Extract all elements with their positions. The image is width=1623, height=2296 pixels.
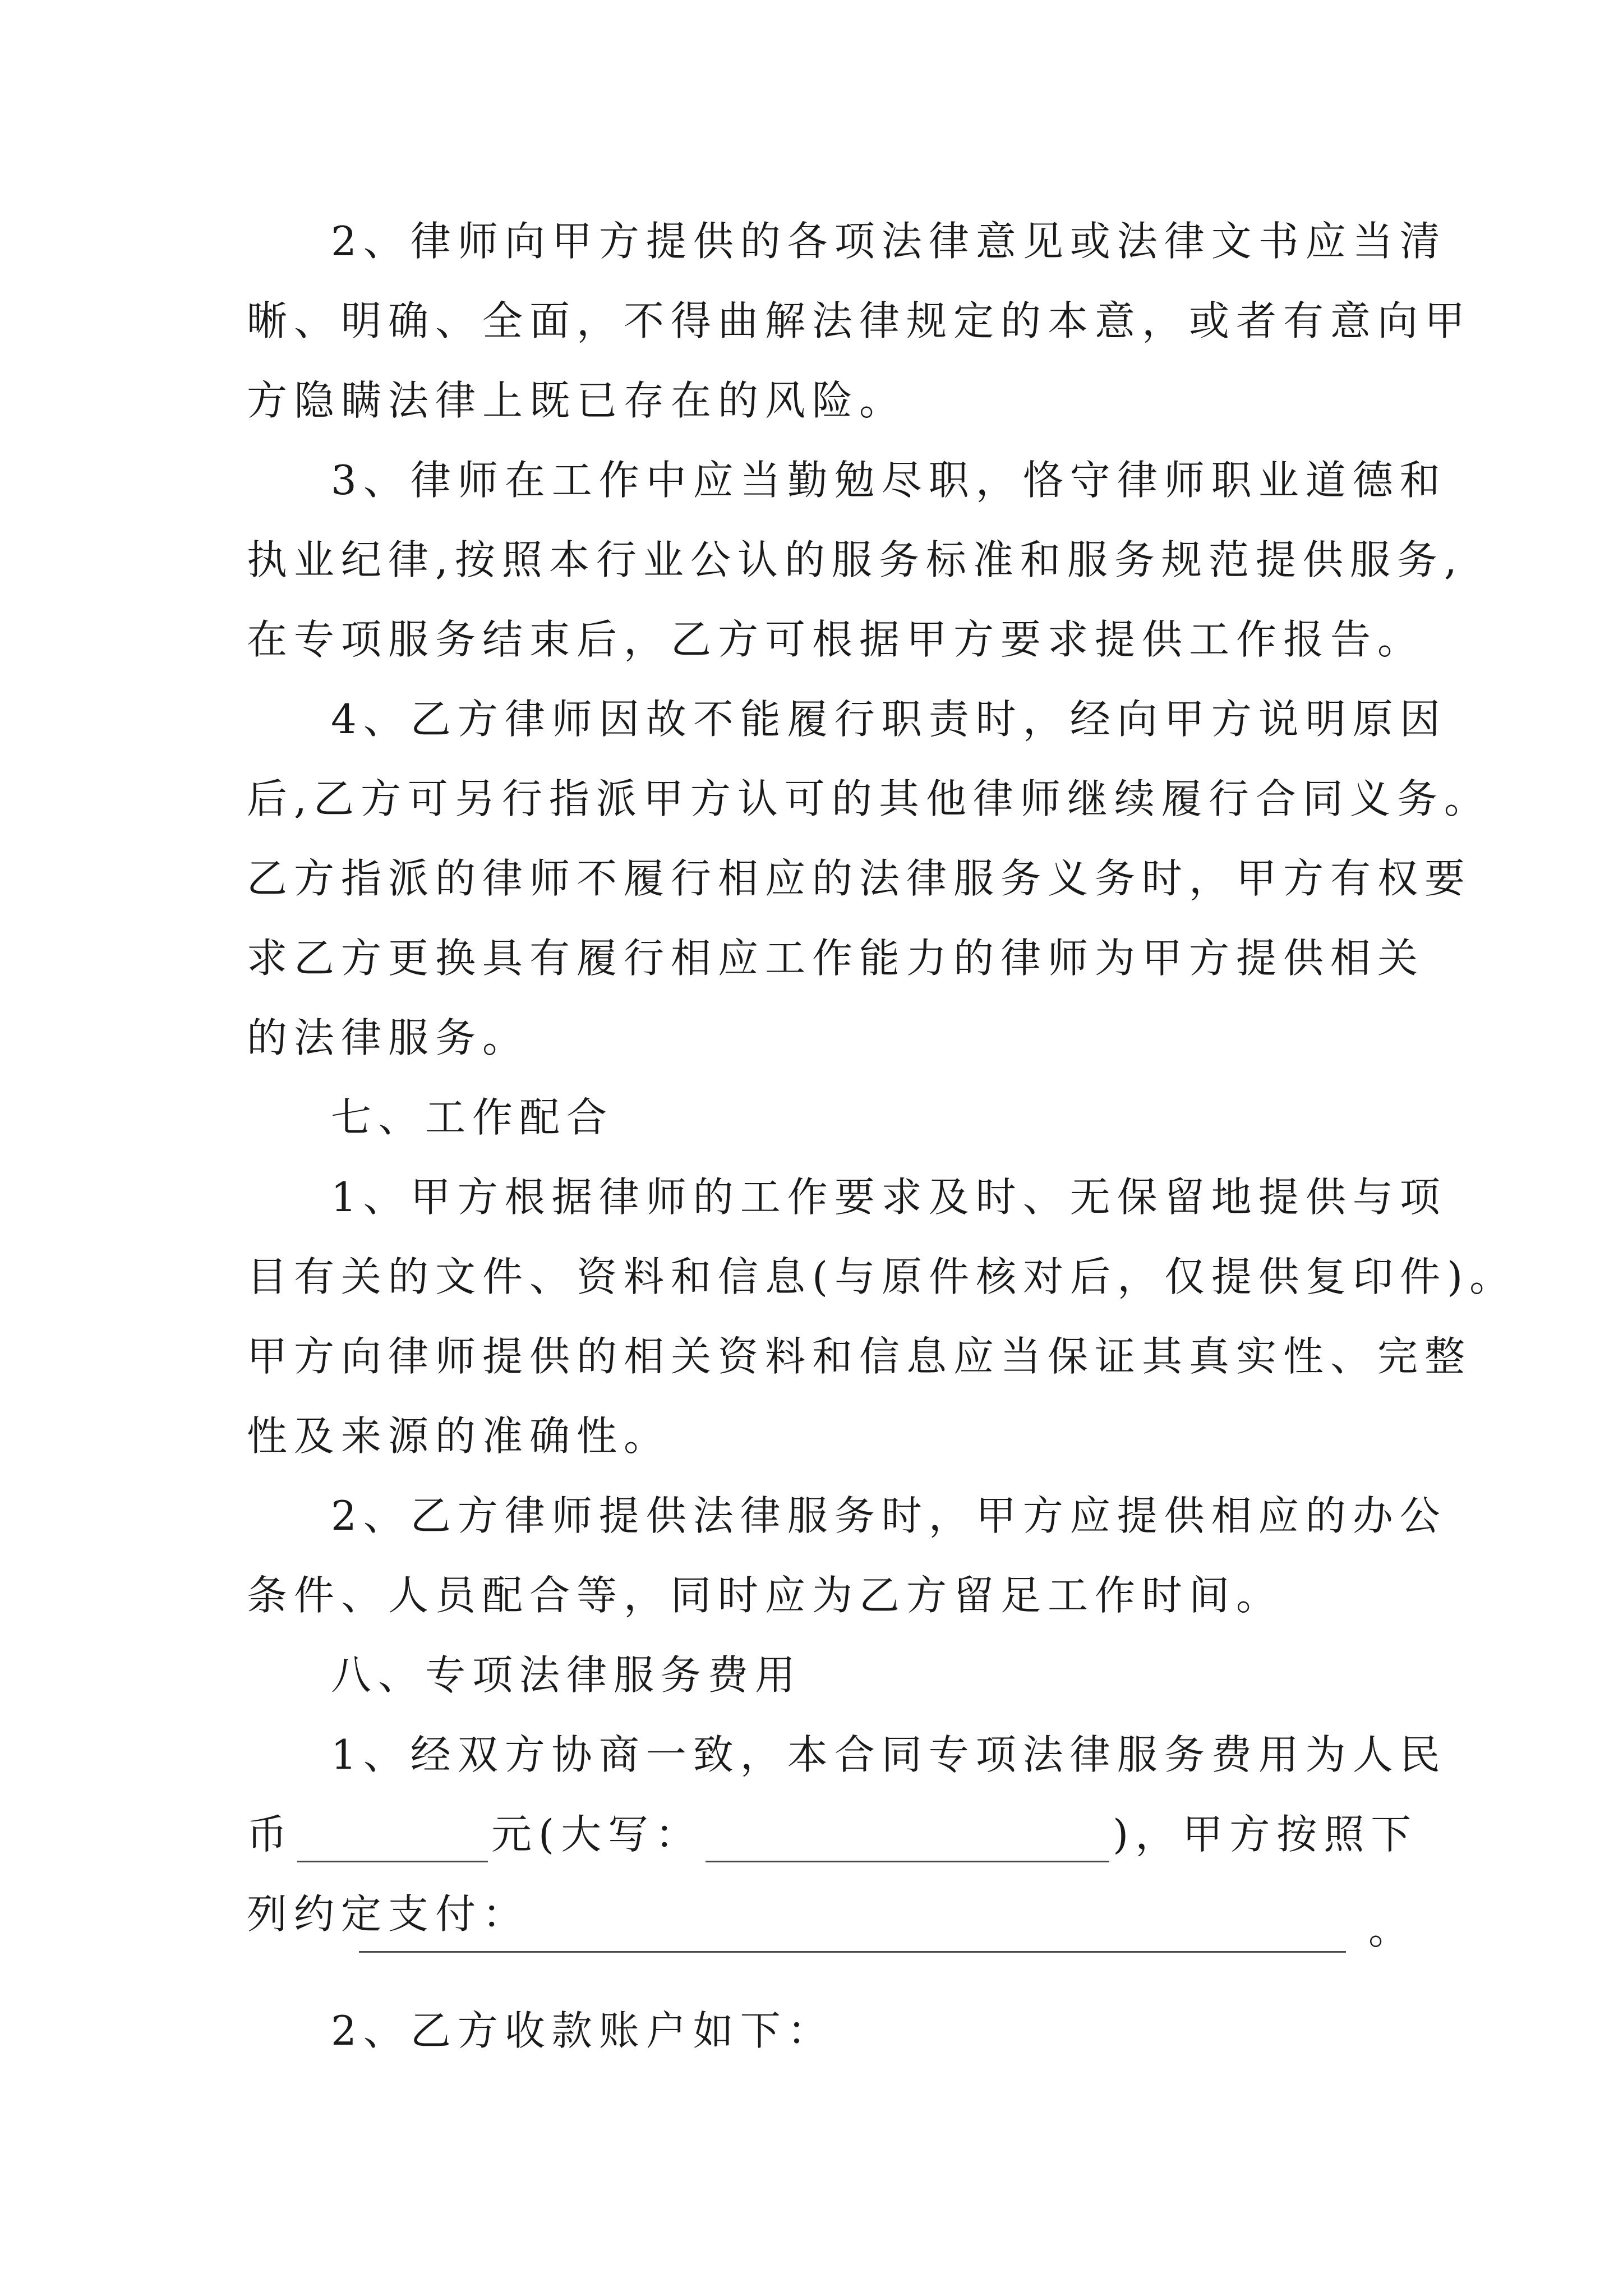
text-line: 执业纪律,按照本行业公认的服务标准和服务规范提供服务, bbox=[247, 536, 1464, 583]
text-line: 2、乙方律师提供法律服务时，甲方应提供相应的办公 bbox=[331, 1492, 1447, 1539]
fee-suffix: )，甲方按照下 bbox=[1113, 1811, 1418, 1858]
text-line: 晰、明确、全面，不得曲解法律规定的本意，或者有意向甲 bbox=[247, 297, 1472, 344]
text-line: 八、专项法律服务费用 bbox=[331, 1651, 803, 1699]
text-line: 1、甲方根据律师的工作要求及时、无保留地提供与项 bbox=[331, 1174, 1447, 1221]
text-line: 4、乙方律师因故不能履行职责时，经向甲方说明原因 bbox=[331, 696, 1447, 743]
fee-uppercase-blank bbox=[706, 1821, 1109, 1862]
text-line: 方隐瞒法律上既已存在的风险。 bbox=[247, 377, 907, 424]
text-line: 2、律师向甲方提供的各项法律意见或法律文书应当清 bbox=[331, 218, 1447, 265]
text-line: 乙方指派的律师不履行相应的法律服务义务时，甲方有权要 bbox=[247, 855, 1472, 902]
text-line: 求乙方更换具有履行相应工作能力的律师为甲方提供相关 bbox=[247, 935, 1425, 982]
fee-prefix: 币 bbox=[247, 1811, 294, 1858]
payment-terms-blank bbox=[359, 1951, 1346, 1953]
fee-amount-line bbox=[247, 1806, 1418, 1862]
payment-terms-period: 。 bbox=[1368, 1906, 1409, 1953]
fee-amount-blank bbox=[297, 1821, 488, 1862]
text-line: 甲方向律师提供的相关资料和信息应当保证其真实性、完整 bbox=[247, 1333, 1472, 1380]
text-line: 性及来源的准确性。 bbox=[247, 1412, 671, 1460]
account-info-heading: 2、乙方收款账户如下： bbox=[331, 2007, 834, 2054]
fee-mid: 元(大写： bbox=[491, 1811, 703, 1858]
text-line: 在专项服务结束后，乙方可根据甲方要求提供工作报告。 bbox=[247, 616, 1425, 663]
text-line: 七、工作配合 bbox=[331, 1094, 614, 1141]
text-line: 1、经双方协商一致，本合同专项法律服务费用为人民 bbox=[331, 1731, 1447, 1778]
text-line: 目有关的文件、资料和信息(与原件核对后，仅提供复印件)。 bbox=[247, 1253, 1517, 1300]
text-line: 3、律师在工作中应当勤勉尽职，恪守律师职业道德和 bbox=[331, 457, 1447, 504]
payment-terms-intro: 列约定支付： bbox=[247, 1890, 530, 1938]
text-line: 条件、人员配合等，同时应为乙方留足工作时间。 bbox=[247, 1572, 1284, 1619]
text-line: 的法律服务。 bbox=[247, 1014, 530, 1061]
text-line: 后,乙方可另行指派甲方认可的其他律师继续履行合同义务。 bbox=[247, 775, 1491, 822]
